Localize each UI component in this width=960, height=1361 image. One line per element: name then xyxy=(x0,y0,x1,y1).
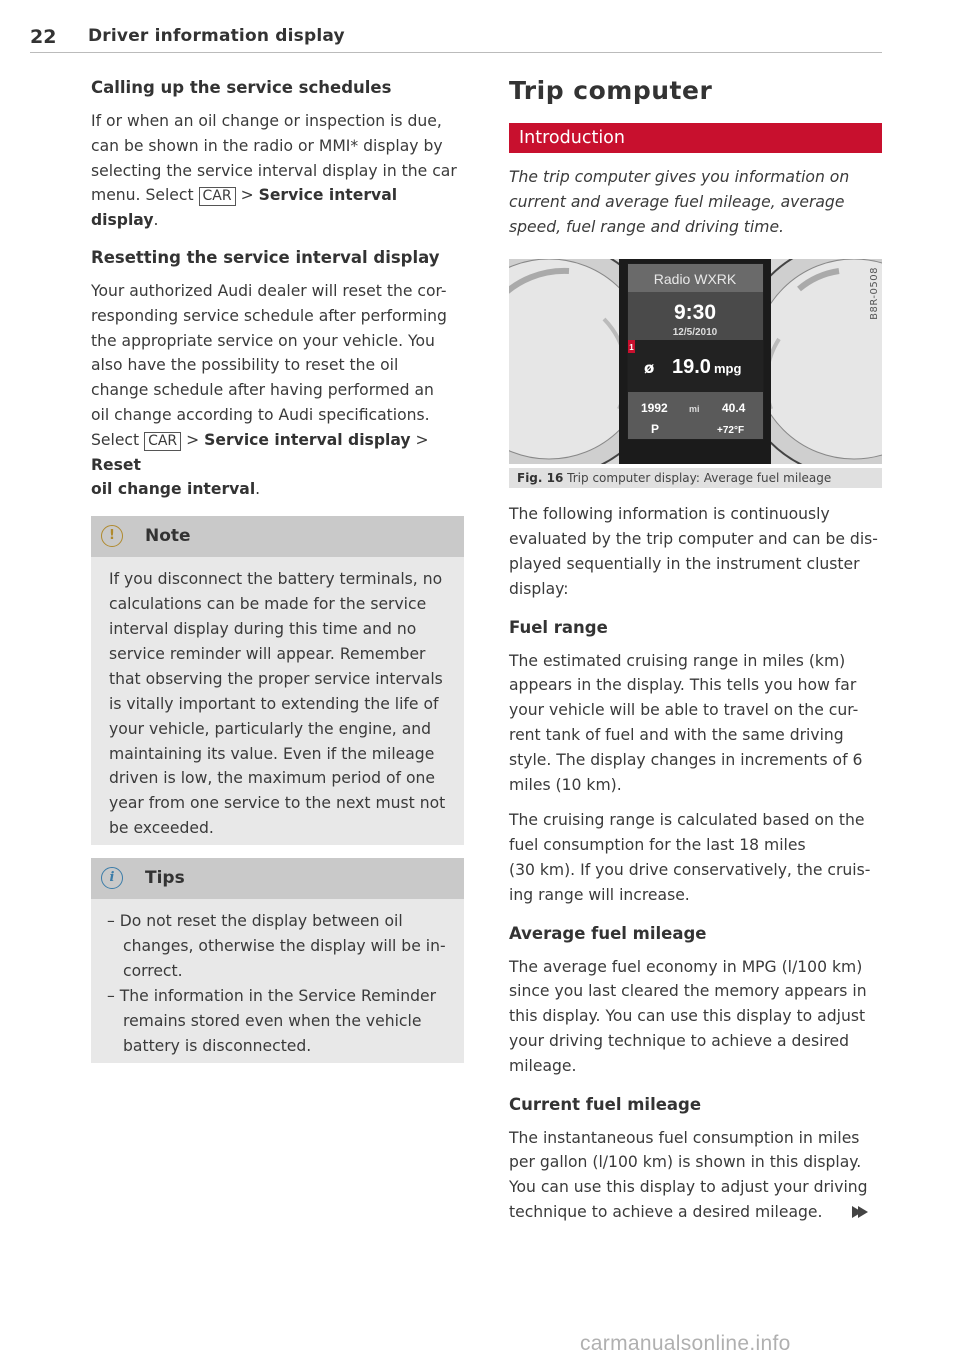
line: The average fuel economy in MPG (l/100 km) xyxy=(509,957,863,976)
line: appears in the display. This tells you how far xyxy=(509,676,857,695)
line: display: xyxy=(509,579,569,598)
section-header-title: Driver information display xyxy=(88,26,345,46)
line: maintaining its value. Even if the mileage xyxy=(109,744,435,763)
page-number: 22 xyxy=(30,26,57,48)
line: remains stored even when the vehicle xyxy=(123,1011,422,1030)
line: can be shown in the radio or MMI* display by xyxy=(91,136,443,155)
mpg-unit: mpg xyxy=(714,361,742,377)
odometer-unit: mi xyxy=(689,404,700,415)
paragraph-fuel-range xyxy=(509,649,882,798)
paragraph-current-fuel xyxy=(509,1126,882,1225)
line: this display. You can use this display to adjust xyxy=(509,1007,866,1026)
line: change schedule after having performed an xyxy=(91,381,434,400)
line: since you last cleared the memory appears in xyxy=(509,982,867,1001)
line: year from one service to the next must not xyxy=(109,794,446,813)
menu-path-service-interval: Service interval display xyxy=(91,186,398,230)
line: style. The display changes in increments of 6 xyxy=(509,750,863,769)
line: responding service schedule after performing xyxy=(91,306,447,325)
separator: > xyxy=(235,186,259,205)
figure-caption xyxy=(509,468,882,488)
line: changes, otherwise the display will be in- xyxy=(123,937,446,956)
line: current and average fuel mileage, average xyxy=(509,192,845,211)
heading-current-fuel: Current fuel mileage xyxy=(509,1094,702,1114)
tip-item xyxy=(95,984,450,1059)
line: If you disconnect the battery terminals, no xyxy=(109,570,443,589)
note-box xyxy=(91,516,464,845)
paragraph-calling-up xyxy=(91,109,464,233)
warning-icon: ! xyxy=(101,525,123,547)
continue-arrow-icon xyxy=(858,1206,868,1218)
figure-trip-computer xyxy=(509,259,882,464)
line: that observing the proper service intervals xyxy=(109,669,443,688)
period: . xyxy=(255,480,261,499)
paragraph-resetting xyxy=(91,279,464,502)
watermark: carmanualsonline.info xyxy=(580,1332,791,1355)
car-key-label: CAR xyxy=(199,187,236,206)
date-text: 12/5/2010 xyxy=(672,327,718,339)
paragraph-average-fuel xyxy=(509,955,882,1079)
heading-resetting: Resetting the service interval display xyxy=(91,247,440,267)
line: also have the possibility to reset the oil xyxy=(91,356,399,375)
line: rent tank of fuel and with the same driving xyxy=(509,725,844,744)
line: evaluated by the trip computer and can be dis- xyxy=(509,530,878,549)
line: Your authorized Audi dealer will reset the cor- xyxy=(91,281,447,300)
note-text xyxy=(109,567,450,841)
menu-path-oil-change-interval: oil change interval xyxy=(91,480,256,499)
separator: > xyxy=(410,430,429,449)
line: You can use this display to adjust your driving xyxy=(509,1178,868,1197)
section-bar-introduction: Introduction xyxy=(509,123,882,153)
line: – The information in the Service Reminder xyxy=(107,986,437,1005)
line: The cruising range is calculated based on the xyxy=(509,811,865,830)
line: The instantaneous fuel consumption in miles xyxy=(509,1128,860,1147)
heading-fuel-range: Fuel range xyxy=(509,617,608,637)
odometer-value: 1992 xyxy=(641,401,668,416)
tips-body xyxy=(91,899,464,1062)
menu-path-reset: Reset xyxy=(91,455,141,474)
outside-temperature: +72°F xyxy=(717,425,745,437)
figure-code: B8R-0508 xyxy=(869,267,880,321)
paragraph-following xyxy=(509,502,882,601)
line: speed, fuel range and driving time. xyxy=(509,217,784,236)
line: is vitally important to extending the life of xyxy=(109,694,439,713)
paragraph-cruising-range xyxy=(509,808,882,907)
line: If or when an oil change or inspection is due, xyxy=(91,112,442,130)
line: miles (10 km). xyxy=(509,775,622,794)
line: the appropriate service on your vehicle. You xyxy=(91,331,435,350)
line: your driving technique to achieve a desired xyxy=(509,1031,850,1050)
line: selecting the service interval display in the car xyxy=(91,161,457,180)
page-header xyxy=(30,24,882,53)
memory-number: 1 xyxy=(629,343,634,353)
line: technique to achieve a desired mileage. xyxy=(509,1202,823,1221)
tips-label: Tips xyxy=(145,868,185,889)
line: fuel consumption for the last 18 miles xyxy=(509,836,806,855)
mpg-value: 19.0 xyxy=(672,356,711,379)
left-column xyxy=(91,72,464,1063)
intro-text xyxy=(509,165,882,239)
line: driven is low, the maximum period of one xyxy=(109,769,435,788)
info-icon: i xyxy=(101,867,123,889)
line: (30 km). If you drive conservatively, the cruis- xyxy=(509,860,871,879)
line: The trip computer gives you information on xyxy=(509,168,850,186)
heading-average-fuel: Average fuel mileage xyxy=(509,923,707,943)
line: mileage. xyxy=(509,1056,577,1075)
line: oil change according to Audi specifications. xyxy=(91,405,430,424)
line: menu. Select xyxy=(91,186,199,205)
figure-number: Fig. 16 xyxy=(517,471,564,486)
note-body xyxy=(91,557,464,845)
clock-time: 9:30 xyxy=(673,301,717,325)
tips-list xyxy=(95,909,450,1058)
note-header xyxy=(91,516,464,557)
line: ing range will increase. xyxy=(509,885,690,904)
right-column xyxy=(509,74,882,1225)
line: battery is disconnected. xyxy=(123,1036,312,1055)
line: Select xyxy=(91,430,145,449)
separator: > xyxy=(181,430,205,449)
menu-path-service-interval: Service interval display xyxy=(204,430,411,449)
line: service reminder will appear. Remember xyxy=(109,644,426,663)
heading-calling-up: Calling up the service schedules xyxy=(91,78,392,97)
instrument-cluster-illustration xyxy=(509,259,882,464)
average-symbol: ø xyxy=(644,359,655,378)
line: interval display during this time and no xyxy=(109,619,417,638)
line: calculations can be made for the service xyxy=(109,595,427,614)
figure-caption-text: Trip computer display: Average fuel mileage xyxy=(567,471,832,486)
line: your vehicle will be able to travel on the cur- xyxy=(509,701,859,720)
gear-indicator: P xyxy=(651,422,660,437)
car-key-label: CAR xyxy=(144,432,181,451)
line: correct. xyxy=(123,961,183,980)
tip-item xyxy=(95,909,450,984)
period: . xyxy=(153,211,159,230)
radio-station-text: Radio WXRK xyxy=(653,271,737,288)
line: played sequentially in the instrument cluster xyxy=(509,554,860,573)
trip-value: 40.4 xyxy=(722,401,746,416)
line: – Do not reset the display between oil xyxy=(107,912,403,931)
tips-header xyxy=(91,858,464,899)
line: be exceeded. xyxy=(109,819,214,838)
line: The estimated cruising range in miles (km) xyxy=(509,651,846,670)
chapter-title: Trip computer xyxy=(509,76,713,105)
line: The following information is continuously xyxy=(509,505,830,524)
line: per gallon (l/100 km) is shown in this display. xyxy=(509,1153,862,1172)
line: your vehicle, particularly the engine, and xyxy=(109,719,432,738)
note-label: Note xyxy=(145,526,191,547)
tips-box xyxy=(91,858,464,1062)
